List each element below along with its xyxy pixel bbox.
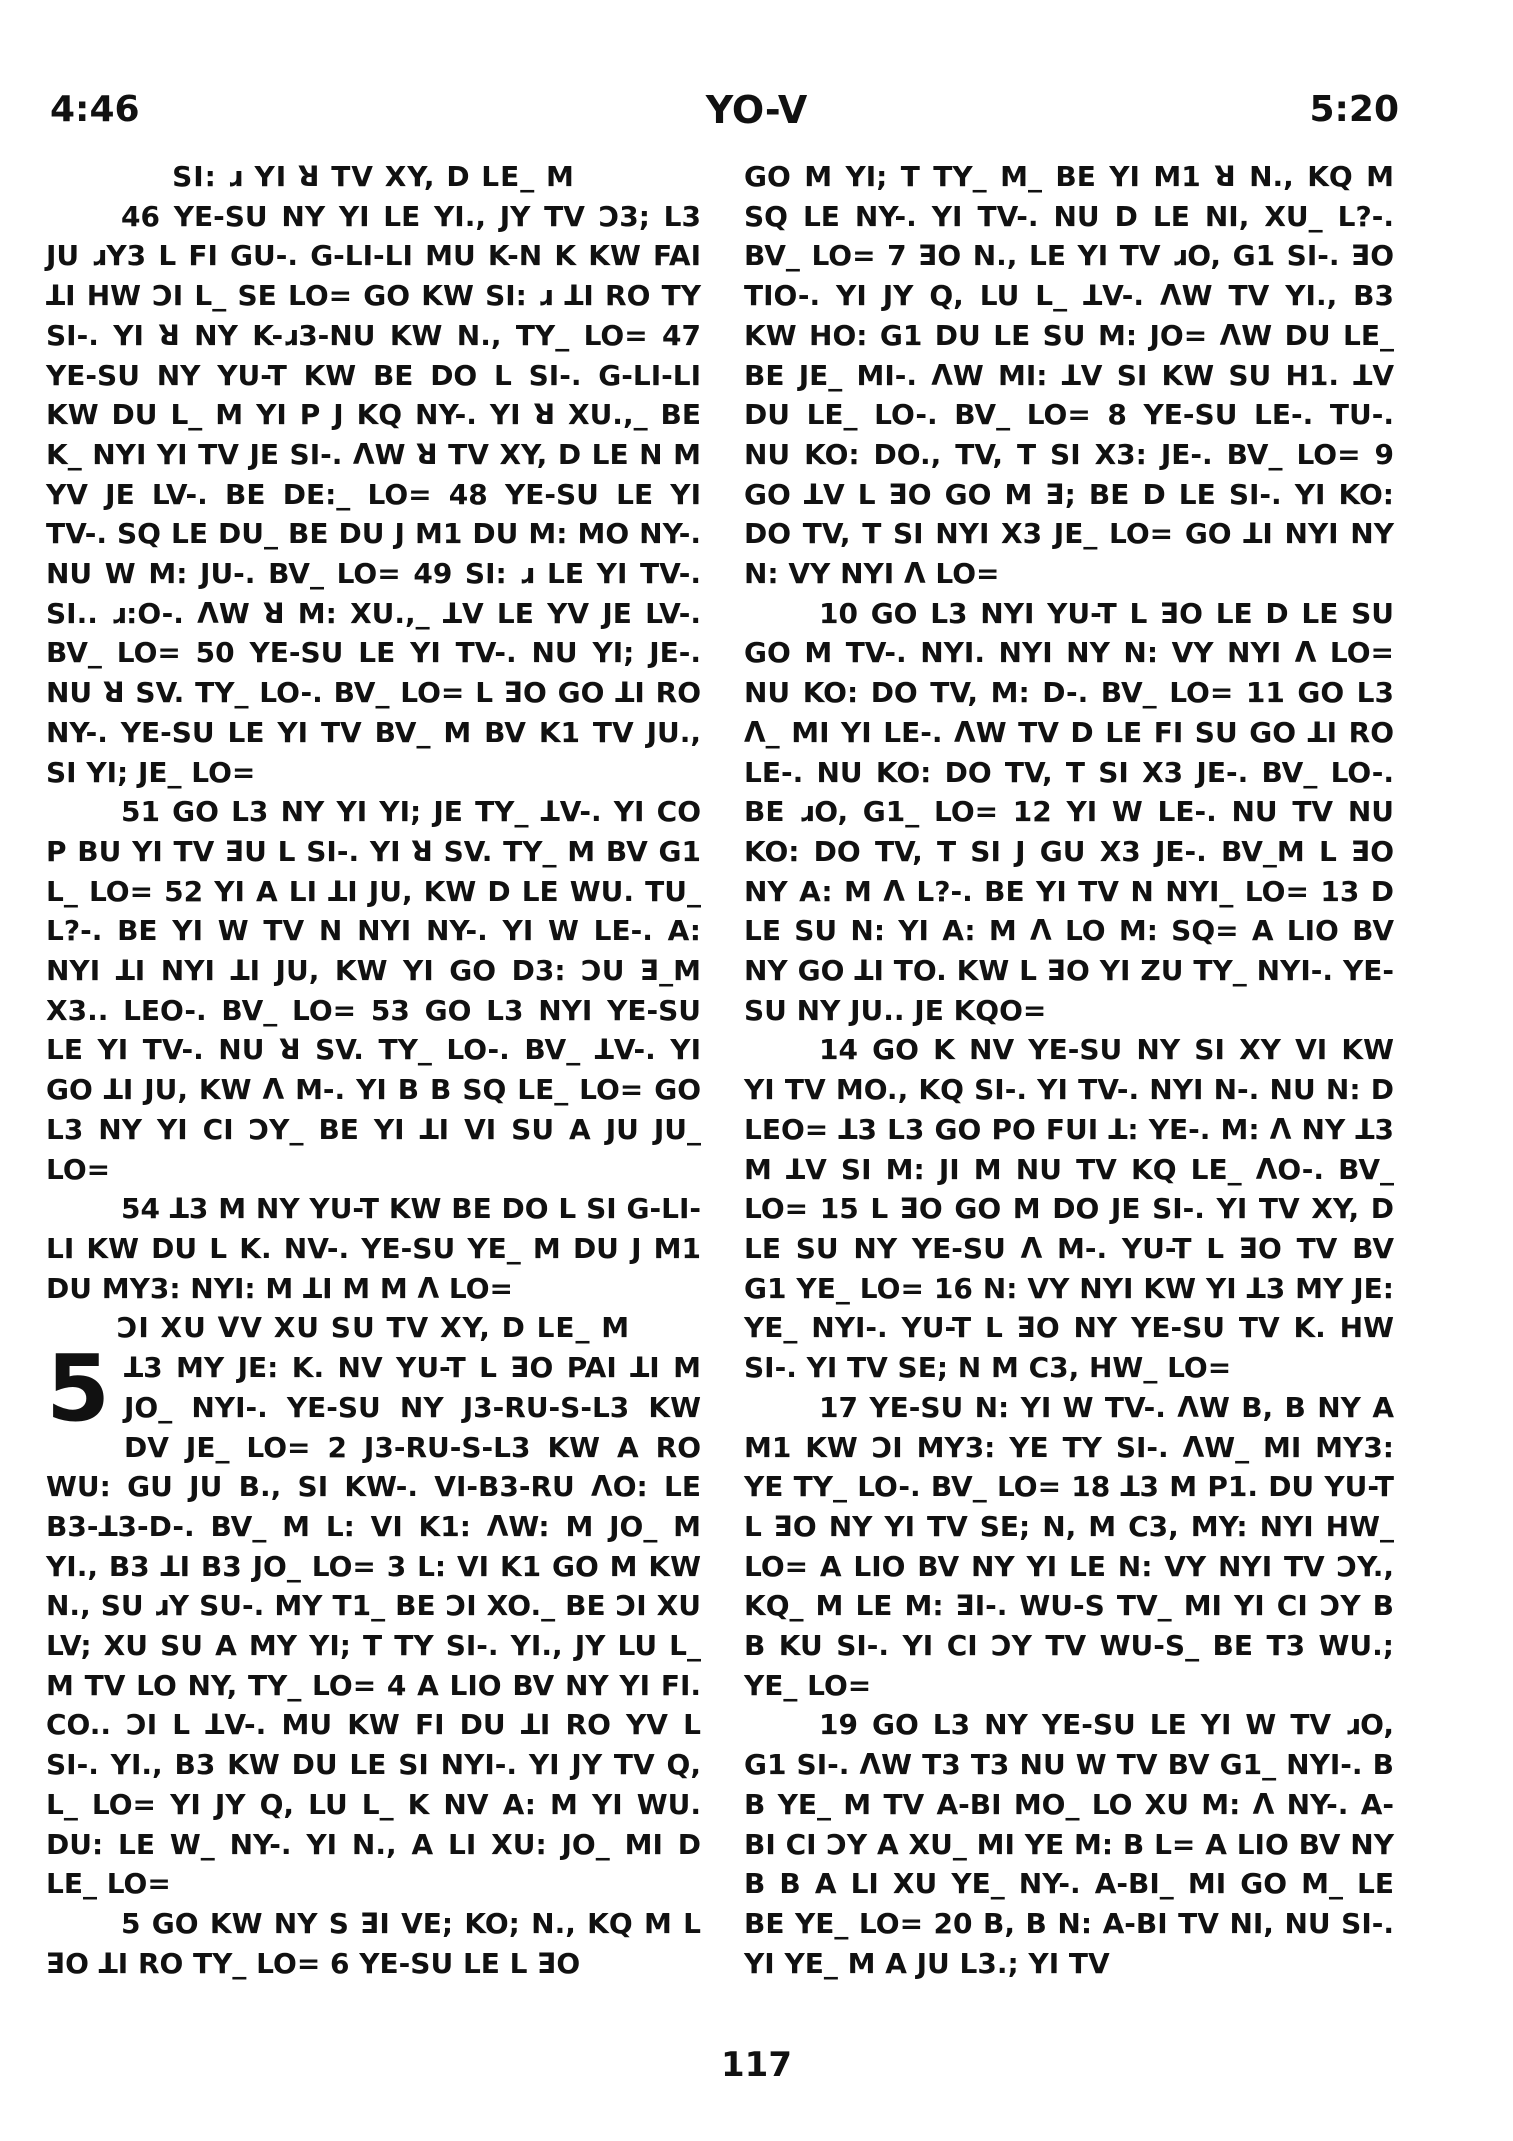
paragraph: GO M YI; T TY_ M_ BE YI M1 ꓤ N., KQ M SQ LE NY-. YI TV-. NU D LE NI, XU_ L?-. BV_ LO= 7 ꓱO N., LE YI TV ɹO, G1 SI-. ꓱO TIO-. YI JY Q, LU L_ ꓕV-. ΛW TV YI., B3 KW HO: G1 DU LE SU M: JO= ΛW DU LE_ BE JE_ MI-. ΛW MI: ꓕV SI KW SU H1. ꓕV DU LE_ LO-. BV_ LO= 8 YE-SU LE-. TU-. NU KO: DO., TV, T SI X3: JE-. BV_ LO= 9 GO ꓕV L ꓱO GO M ꓱ; BE D LE SI-. YI KO: DO TV, T SI NYI X3 JE_ LO= GO ꓕI NYI NY N: VY NYI Λ LO=	[744, 160, 1394, 591]
chapter-number: 5	[46, 1335, 111, 1443]
header-end-reference: 5:20	[1309, 89, 1399, 130]
paragraph: 19 GO L3 NY YE-SU LE YI W TV ɹO, G1 SI-. ΛW T3 T3 NU W TV BV G1_ NYI-. B B YE_ M TV A-BI MO_ LO XU M: Λ NY-. A-BI CI ƆY A XU_ MI YE M: B L= A LIO BV NY B B A LI XU YE_ NY-. A-BI_ MI GO M_ LE BE YE_ LO= 20 B, B N: A-BI TV NI, NU SI-. YI YE_ M A JU L3.; YI TV	[744, 1708, 1394, 1980]
paragraph: 51 GO L3 NY YI YI; JE TY_ ꓕV-. YI CO P BU YI TV ꓱU L SI-. YI ꓤ SV. TY_ M BV G1 L_ LO= 52 YI A LI ꓕI JU, KW D LE WU. TU_ L?-. BE YI W TV N NYI NY-. YI W LE-. A: NYI ꓕI NYI ꓕI JU, KW YI GO D3: ƆU ꓱ_M X3.. LEO-. BV_ LO= 53 GO L3 NYI YE-SU LE YI TV-. NU ꓤ SV. TY_ LO-. BV_ ꓕV-. YI GO ꓕI JU, KW Λ M-. YI B B SQ LE_ LO= GO L3 NY YI CI ƆY_ BE YI ꓕI VI SU A JU JU_ LO=	[46, 795, 701, 1186]
section-heading: ƆI XU ꓦV XU SU TV XY, D LE_ M	[116, 1311, 631, 1345]
header-book-title: YO-V	[705, 88, 808, 132]
paragraph: 46 YE-SU NY YI LE YI., JY TV Ɔ3; L3 JU ɹY3 L FI GU-. G-LI-LI MU K-N K KW FAI ꓕI HW ƆI L_ SE LO= GO KW SI: ɹ ꓕI RO TY SI-. YI ꓤ NY K-ɹ3-NU KW N., TY_ LO= 47 YE-SU NY YU-T KW BE DO L SI-. G-LI-LI KW DU L_ M YI P J KQ NY-. YI ꓤ XU.,_ BE K_ NYI YI TV JE SI-. ΛW ꓤ TV XY, D LE N M YV JE LV-. BE DE:_ LO= 48 YE-SU LE YI TV-. SQ LE DU_ BE DU J M1 DU M: MO NY-. NU W M: JU-. BV_ LO= 49 SI: ɹ LE YI TV-. SI.. ɹ:O-. ΛW ꓤ M: XU.,_ ꓕV LE YV JE LV-. BV_ LO= 50 YE-SU LE YI TV-. NU YI; JE-. NU ꓤ SV. TY_ LO-. BV_ LO= L ꓱO GO ꓕI RO NY-. YE-SU LE YI TV BV_ M BV K1 TV JU., SI YI; JE_ LO=	[46, 199, 701, 789]
page-header	[0, 80, 1513, 140]
section-heading: SI: ɹ YI ꓤ TV XY, D LE_ M	[172, 160, 575, 193]
paragraph: 17 YE-SU N: YI W TV-. ΛW B, B NY A M1 KW ƆI MY3: YE TY SI-. ΛW_ MI MY3: YE TY_ LO-. BV_ LO= 18 ꓕ3 M P1. DU YU-T L ꓱO NY YI TV SE; N, M C3, MY: NYI HW_ LO= A LIO BV NY YI LE N: VY NYI TV ƆY., KQ_ M LE M: ꓱI-. WU-S TV_ MI YI CI ƆY B B KU SI-. YI CI ƆY TV WU-S_ BE T3 WU.; YE_ LO=	[744, 1390, 1394, 1702]
paragraph: 54 ꓕ3 M NY YU-T KW BE DO L SI G-LI-LI KW DU L K. NV-. YE-SU YE_ M DU J M1 DU MY3: NYI: M ꓕI M M Λ LO=	[46, 1192, 701, 1305]
page-number: 117	[721, 2045, 792, 2085]
right-column	[744, 157, 1394, 1983]
paragraph: ꓕ3 MY JE: K. NV YU-T L ꓱO PAI ꓕI M JO_ NYI-. YE-SU NY J3-RU-S-L3 KW DV JE_ LO= 2 J3-RU-S-L3 KW A RO WU: GU JU B., SI KW-. VI-B3-RU ΛO: LE B3-ꓕ3-D-. BV_ M L: VI K1: ΛW: M JO_ M YI., B3 ꓕI B3 JO_ LO= 3 L: VI K1 GO M KW N., SU ɹY SU-. MY T1_ BE ƆI XO._ BE ƆI XU LV; XU SU A MY YI; T TY SI-. YI., JY LU L_ M TV LO NY, TY_ LO= 4 A LIO BV NY YI FI. CO.. ƆI L ꓕV-. MU KW FI DU ꓕI RO YV L SI-. YI., B3 KW DU LE SI NYI-. YI JY TV Q, L_ LO= YI JY Q, LU L_ K NV A: M YI WU. DU: LE W_ NY-. YI N., A LI XU: JO_ MI D LE_ LO=	[46, 1351, 701, 1901]
paragraph: 10 GO L3 NYI YU-T L ꓱO LE D LE SU GO M TV-. NYI. NYI NY N: VY NYI Λ LO= NU KO: DO TV, M: D-. BV_ LO= 11 GO L3 Λ_ MI YI LE-. ΛW TV D LE FI SU GO ꓕI RO LE-. NU KO: DO TV, T SI X3 JE-. BV_ LO-. BE ɹO, G1_ LO= 12 YI W LE-. NU TV NU KO: DO TV, T SI J GU X3 JE-. BV_M L ꓱO NY A: M Λ L?-. BE YI TV N NYI_ LO= 13 D LE SU N: YI A: M Λ LO M: SQ= A LIO BV NY GO ꓕI TO. KW L ꓱO YI ZU TY_ NYI-. YE-SU NY JU.. JE KQO=	[744, 596, 1394, 1027]
paragraph: 14 GO K NV YE-SU NY SI XY VI KW YI TV MO., KQ SI-. YI TV-. NYI N-. NU N: D LEO= ꓕ3 L3 GO PO FUI ꓕ: YE-. M: Λ NY ꓕ3 M ꓕV SI M: JI M NU TV KQ LE_ ΛO-. BV_ LO= 15 L ꓱO GO M DO JE SI-. YI TV XY, D LE SU NY YE-SU Λ M-. YU-T L ꓱO TV BV G1 YE_ LO= 16 N: VY NYI KW YI ꓕ3 MY JE: YE_ NYI-. YU-T L ꓱO NY YE-SU TV K. HW SI-. YI TV SE; N M C3, HW_ LO=	[744, 1033, 1394, 1385]
paragraph: 5 GO KW NY S ꓱI VE; KO; N., KQ M L ꓱO ꓕI RO TY_ LO= 6 YE-SU LE L ꓱO	[46, 1906, 701, 1980]
left-column	[46, 157, 701, 1983]
header-start-reference: 4:46	[50, 89, 140, 130]
chapter-start	[46, 1335, 701, 1904]
